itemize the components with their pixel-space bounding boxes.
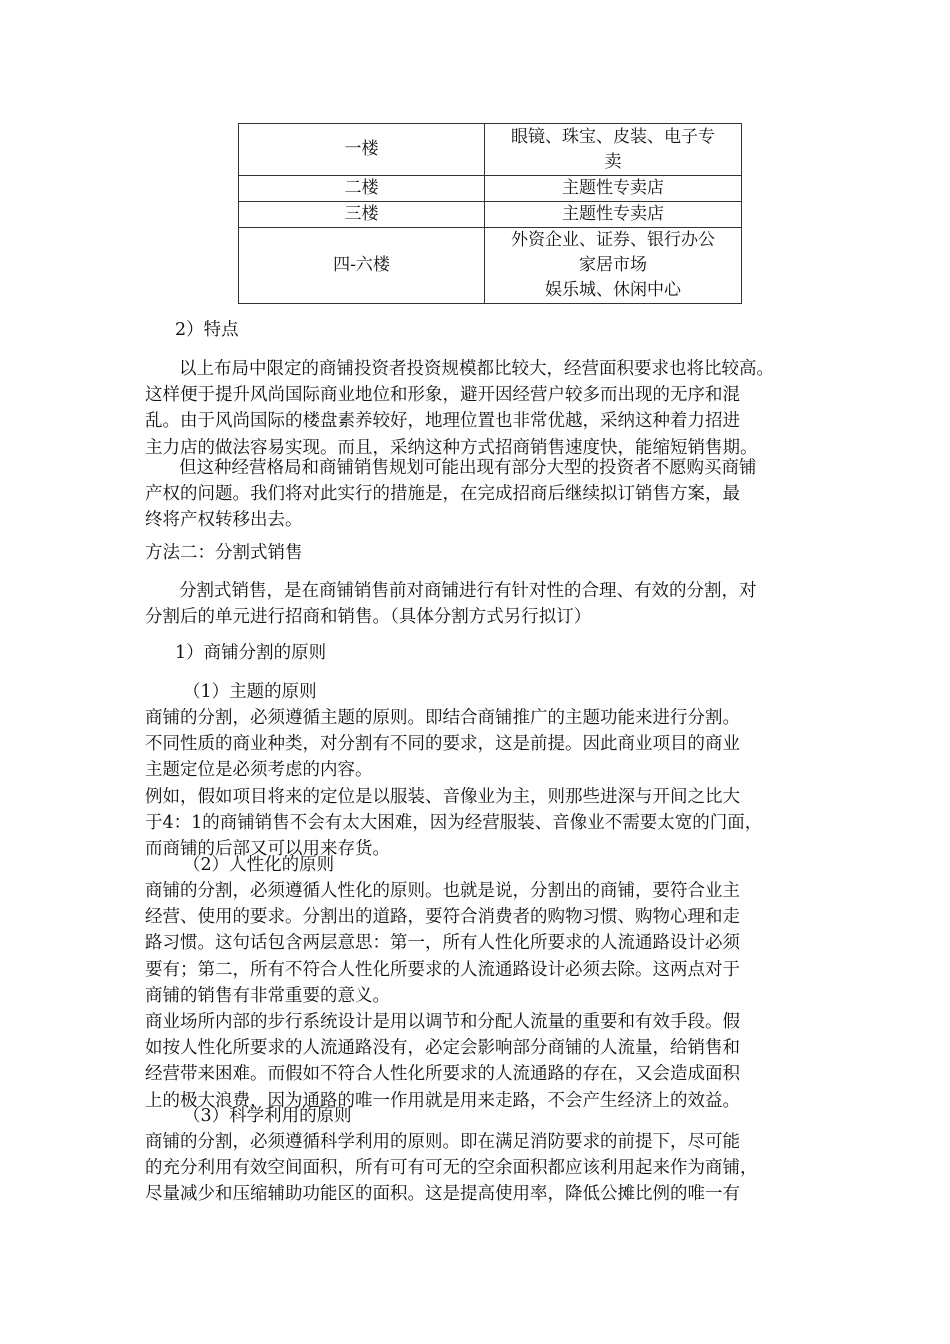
floor-cell: 三楼: [239, 202, 485, 228]
principle-3-text: [145, 1129, 815, 1208]
text-line: 分割后的单元进行招商和销售。（具体分割方式另行拟订）: [145, 607, 592, 628]
features-heading: 2）特点: [175, 320, 239, 340]
text-line: 商铺的分割，必须遵循主题的原则。即结合商铺推广的主题功能来进行分割。: [145, 708, 740, 728]
text-line: 但这种经营格局和商铺销售规划可能出现有部分大型的投资者不愿购买商铺: [179, 458, 757, 478]
text-line: 上的极大浪费，因为通路的唯一作用就是用来走路，不会产生经济上的效益。: [145, 1090, 740, 1111]
tenant-cell: 主题性专卖店: [485, 176, 742, 202]
principle-1-text: [145, 705, 815, 862]
text-line: 路习惯。这句话包含两层意思：第一，所有人性化所要求的人流通路设计必须: [145, 933, 740, 954]
text-line: 主力店的做法容易实现。而且，采纳这种方式招商销售速度快，能缩短销售期。: [145, 437, 758, 458]
principle-2-heading: （2）人性化的原则: [183, 855, 335, 875]
text-line: 商铺的销售有非常重要的意义。: [145, 985, 390, 1006]
text-line: 分割式销售，是在商铺销售前对商铺进行有针对性的合理、有效的分割，对: [179, 581, 757, 601]
principle-1-heading: （1）主题的原则: [183, 682, 317, 702]
tenant-line: 家居市场: [579, 255, 647, 275]
text-line: 的充分利用有效空间面积，所有可有可无的空余面积都应该利用起来作为商铺，: [145, 1158, 758, 1179]
text-line: 这样便于提升风尚国际商业地位和形象，避开因经营户较多而出现的无序和混: [145, 385, 740, 406]
text-line: 尽量减少和压缩辅助功能区的面积。这是提高使用率，降低公摊比例的唯一有: [145, 1184, 740, 1205]
text-line: 要有；第二，所有不符合人性化所要求的人流通路设计必须去除。这两点对于: [145, 959, 740, 980]
text-line: 经营带来困难。而假如不符合人性化所要求的人流通路的存在，又会造成面积: [145, 1064, 740, 1085]
text-line: 商铺的分割，必须遵循科学利用的原则。即在满足消防要求的前提下，尽可能: [145, 1132, 740, 1152]
method2-paragraph: [145, 578, 815, 630]
text-line: 而商铺的后部又可以用来存货。: [145, 839, 390, 860]
floor-layout-table: [238, 123, 742, 304]
principle-3-heading: （3）科学利用的原则: [183, 1106, 352, 1126]
tenant-cell: 主题性专卖店: [485, 202, 742, 228]
tenant-cell: [485, 228, 742, 304]
text-line: 如按人性化所要求的人流通路没有，必定会影响部分商铺的人流量，给销售和: [145, 1038, 740, 1059]
text-line: 不同性质的商业种类，对分割有不同的要求，这是前提。因此商业项目的商业: [145, 734, 740, 755]
tenant-line: 眼镜、珠宝、皮装、电子专: [511, 126, 715, 147]
method2-heading: 方法二：分割式销售: [145, 543, 303, 563]
tenant-line: 娱乐城、休闲中心: [545, 280, 681, 300]
features-paragraph-2: [145, 455, 815, 534]
table-row: [239, 124, 742, 176]
principle-2-text: [145, 878, 815, 1114]
floor-cell: 二楼: [239, 176, 485, 202]
floor-cell: 四-六楼: [239, 228, 485, 304]
text-line: 产权的问题。我们将对此实行的措施是，在完成招商后继续拟订销售方案，最: [145, 484, 740, 505]
tenant-line: 外资企业、证券、银行办公: [511, 230, 715, 250]
text-line: 例如，假如项目将来的定位是以服装、音像业为主，则那些进深与开间之比大: [145, 786, 740, 807]
text-line: 于4：1的商铺销售不会有太大困难，因为经营服装、音像业不需要太宽的门面，: [145, 812, 763, 833]
tenant-line: 卖: [604, 151, 622, 172]
tenant-cell: [485, 124, 742, 176]
table-row: [239, 202, 742, 228]
table-row: [239, 228, 742, 304]
principles-heading: 1）商铺分割的原则: [175, 643, 327, 663]
text-line: 乱。由于风尚国际的楼盘素养较好，地理位置也非常优越，采纳这种着力招进: [145, 411, 740, 432]
text-line: 终将产权转移出去。: [145, 510, 303, 531]
text-line: 商铺的分割，必须遵循人性化的原则。也就是说，分割出的商铺，要符合业主: [145, 881, 740, 901]
text-line: 主题定位是必须考虑的内容。: [145, 760, 373, 781]
table-row: [239, 176, 742, 202]
text-line: 商业场所内部的步行系统设计是用以调节和分配人流量的重要和有效手段。假: [145, 1012, 740, 1033]
text-line: 以上布局中限定的商铺投资者投资规模都比较大，经营面积要求也将比较高。: [179, 359, 774, 379]
features-paragraph-1: [145, 356, 815, 461]
text-line: 经营、使用的要求。分割出的道路，要符合消费者的购物习惯、购物心理和走: [145, 907, 740, 928]
floor-cell: 一楼: [239, 124, 485, 176]
